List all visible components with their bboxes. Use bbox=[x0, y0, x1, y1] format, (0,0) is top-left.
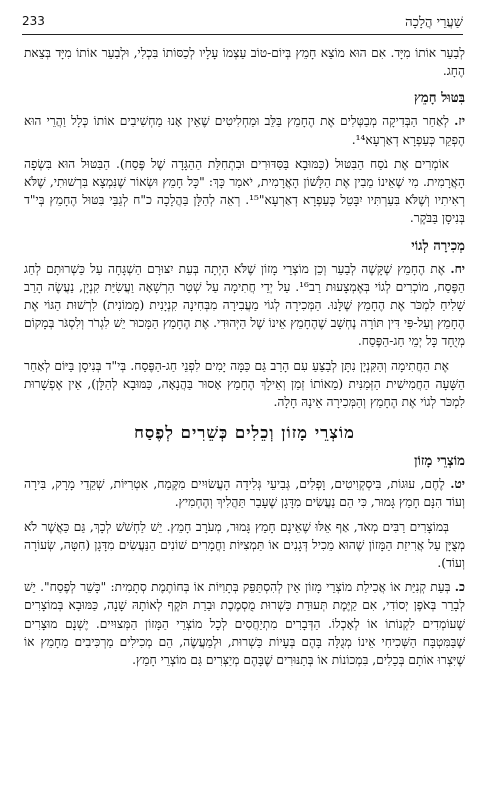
paragraph-20-text: בְּעֵת קְנִיַּת אוֹ אֲכִילַת מוֹצְרֵי מָזוֹן אֵין לְהִסְתַּפֵּק בְּתָוִיּוֹת אוֹ בְּחוֹתֶמֶת סְתָמִית: "כָּשֵׁר לְפֶסַח". יֵשׁ לְבָרֵר בְּאֹפֶן יְסוֹדִי, אִם קַיֶּמֶת תְּעוּדַת כַּשְׁרוּת מֻסְמֶכֶת וּבַרַת תֹּקֶף לְאוֹתָהּ שָׁנָה, כַּמּוּבָא בְּמוֹצָרִים שֶׁעוֹמְדִים לִקְנוֹתוֹ אוֹ לְאָכְלוֹ. הַדְּבָרִים מִתְיַחֲסִים לְכָל מוֹצְרֵי הַמָּזוֹן הַמְּצוּיִים. יֶשְׁנָם מוּצָרִים שֶׁבַּמִּטְבָּח הַשְּׁכִיחִי אֵינוֹ מְגֻלָּה בָּהֶם בְּעָיוֹת כַּשְׁרוּת, וּלְמַעֲשֶׂה, הֵם מְכִילִים מַרְכִּיבִים מֵחָמֵץ אוֹ שֶׁיִּצְרוּ אוֹתָם בְּכֵלִים, בִּמְכוֹנוֹת אוֹ בְּתַנּוּרִים שֶׁבָּהֶם מְיַצְּרִים גַּם מוֹצְרֵי חָמֵץ. bbox=[24, 580, 465, 668]
paragraph-17b: אוֹמְרִים אֶת נֹסַח הַבִּטּוּל (כַּמּוּבָא בַּסִּדּוּרִים וּבִתְחִלַּת הַהַגָּדָה שֶׁל פֶּסַח). הַבִּטּוּל הוּא בִּשְׂפָה הָאֲרָמִית. מִי שֶׁאֵינוֹ מֵבִין אֶת הַלָּשׁוֹן הָאֲרָמִית, יֹאמַר כָּךְ: "כָּל חָמֵץ וּשְׂאוֹר שֶׁנִּמְצָא בִּרְשׁוּתִי, שֶׁלֹּא רְאִיתִיו וְשֶׁלֹּא בִּעַרְתִּיו יִבָּטֵל כְּעַפְרָא דְאַרְעָא"¹⁵. רְאֵה לְהַלָּן בַּהֲלָכָה כ"ח לְגַבֵּי בִּטּוּל הֶחָמֵץ בְּי"ד בְּנִיסָן בַּבֹּקֶר. bbox=[24, 156, 465, 226]
paragraph-number: יז. bbox=[454, 114, 466, 129]
paragraph-intro: לְבַעֵר אוֹתוֹ מִיָּד. אִם הוּא מוֹצֵא חָמֵץ בְּיוֹם-טוֹב עַצְמוֹ עָלָיו לְכַסּוֹתוֹ בִּכְלִי, וּלְבַעֵר אוֹתוֹ מִיָּד בְּצֵאת הֶחָג. bbox=[24, 46, 465, 79]
paragraph-19b: בְּמוֹצָרִים רַבִּים מְאֹד, אַף אֵלּוּ שֶׁאֵינָם חָמֵץ גָּמוּר, מְעֹרָב חָמֵץ. יֵשׁ לַחְשֹׁשׁ לְכָךְ, גַּם כַּאֲשֶׁר לֹא מְצֻיָּן עַל אֲרִיזַת הַמָּזוֹן שֶׁהוּא מֵכִיל דְּגָנִים אוֹ תַּמְצִיּוֹת וַחֳמָרִים שׁוֹנִים הַנַּעֲשִׂים מִדָּגָן (חִטָּה, שְׂעוֹרָה וְעוֹד). bbox=[24, 519, 465, 571]
paragraph-number: יט. bbox=[450, 477, 465, 492]
page-number: 233 bbox=[22, 14, 45, 28]
paragraph-19 bbox=[24, 475, 465, 511]
paragraph-number: כ. bbox=[454, 580, 465, 595]
paragraph-18 bbox=[24, 260, 465, 351]
heading-bitul-chametz: בִּטּוּל חָמֵץ bbox=[414, 91, 465, 107]
paragraph-20 bbox=[24, 578, 465, 669]
page-body bbox=[24, 44, 465, 675]
page-header bbox=[22, 14, 463, 32]
paragraph-19-text: לֶחֶם, עוּגוֹת, בִּיסְקְוִיטִים, וָפְלִים, גְּבִיעֵי גְּלִידָה הָעֲשׂוּיִים מִקֶּמַח, אִטְרִיּוֹת, שְׁקֵדֵי מָרָק, בִּירָה וְעוֹד הִנָּם חָמֵץ גָּמוּר, כִּי הֵם נַעֲשִׂים מִדָּגָן שֶׁעָבַר תַּהֲלִיךְ וְהֶחְמִיץ. bbox=[24, 477, 465, 510]
section-heading: מוֹצְרֵי מָזוֹן וְכֵלִים כְּשֵׁרִים לְפֶסַח bbox=[134, 423, 355, 443]
heading-mechira-legoy: מְכִירָה לְגוֹי bbox=[411, 238, 465, 254]
paragraph-18b: אֶת הַחֲתִימָה וְהַקִּנְיָן נִתָּן לְבַצֵּעַ עִם הָרַב גַּם כַּמָּה יָמִים לִפְנֵי חַג-הַפֶּסַח. בְּי"ד בְּנִיסָן בַּיּוֹם לְאַחַר הַשָּׁעָה הַחֲמִישִׁית הַזְּמַנִּית (מֵאוֹתוֹ זְמַן וְאֵילָךְ הֶחָמֵץ אָסוּר בַּהֲנָאָה, כַּמּוּבָא לְהַלָּן), אֵין אֶפְשָׁרוּת לִמְכֹּר לְגוֹי אֶת הֶחָמֵץ וְהַמְּכִירָה אֵינָהּ חָלָה. bbox=[24, 358, 465, 410]
paragraph-17-text: לְאַחַר הַבְּדִיקָה מְבַטְּלִים אֶת הֶחָמֵץ בַּלֵּב וּמַחְלִיטִים שֶׁאֵין אָנוּ מַחְשִׁיבִים אוֹתוֹ כְּלָל וַהֲרֵי הוּא הֶפְקֵר כְּעַפְרָא דְאַרְעָא¹⁴. bbox=[24, 114, 465, 147]
header-rule bbox=[22, 34, 463, 35]
paragraph-17 bbox=[24, 112, 465, 148]
paragraph-18-text: אֶת הֶחָמֵץ שֶׁקָּשֶׁה לְבַעֵר וְכֵן מוֹצְרֵי מָזוֹן שֶׁלֹּא הָיְתָה בְּעֵת יִצּוּרָם הַשְׁגָּחָה עַל כַּשְׁרוּתָם לְחַג הַפֶּסַח, מוֹכְרִים לְגוֹי בְּאֶמְצָעוּת רַב¹⁶. עַל יְדֵי חֲתִימָה עַל שְׁטַר הַרְשָׁאָה וַעֲשִׂיַּת קִנְיָן, נַעֲשֶׂה הָרַב שָׁלִיחַ לִמְכֹּר אֶת הֶחָמֵץ שֶׁלָּנוּ. הַמְּכִירָה לְגוֹי מַעֲבִירָה מִבְּחִינָה קִנְיָנִית (מָמוֹנִית) לִרְשׁוּת הַגּוֹי אֶת הֶחָמֵץ וְעַל-פִּי דִּין תּוֹרָה נֶחְשָׁב שֶׁהֶחָמֵץ אֵינוֹ שֶׁל הַיְּהוּדִי. אֶת הֶחָמֵץ הַמָּכוּר יֵשׁ לִגְרֹר וְלִסְגֹּר בְּמָקוֹם מְיֻחָד כָּל יְמֵי חַג-הַפֶּסַח. bbox=[24, 261, 465, 349]
heading-motzrei-mazon: מוֹצְרֵי מָזוֹן bbox=[414, 454, 465, 470]
running-title: שַׁעֲרֵי הֲלָכָה bbox=[405, 15, 463, 30]
paragraph-number: יח. bbox=[450, 261, 465, 276]
